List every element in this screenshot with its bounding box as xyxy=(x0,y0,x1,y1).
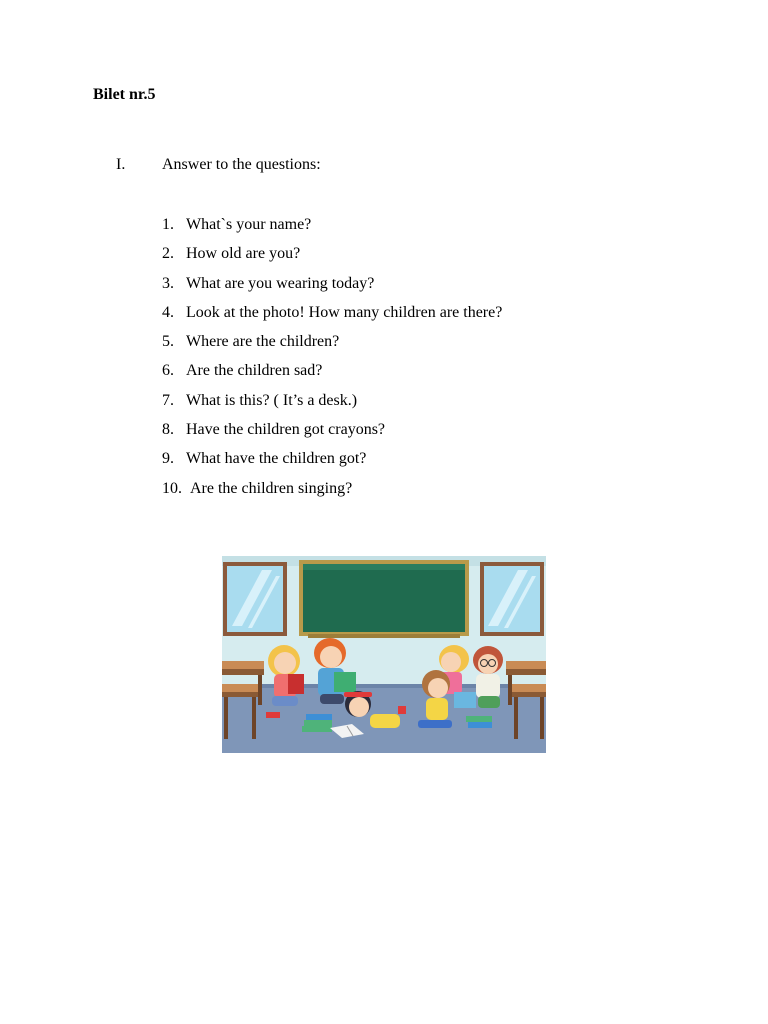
question-text: What is this? ( It’s a desk.) xyxy=(186,391,358,409)
list-item xyxy=(162,244,502,273)
chalkboard xyxy=(299,560,469,638)
question-text: What have the children got? xyxy=(186,450,367,468)
list-item xyxy=(162,420,502,449)
book-stack xyxy=(466,716,492,728)
question-number: 10. xyxy=(162,479,182,497)
question-text: How old are you? xyxy=(186,245,301,263)
question-text: What`s your name? xyxy=(186,216,312,233)
question-number: 1. xyxy=(162,216,174,233)
question-text: Are the children sad? xyxy=(186,362,323,380)
list-item xyxy=(162,215,502,244)
question-number: 7. xyxy=(162,391,174,409)
left-window xyxy=(223,562,287,636)
section-numeral: I. xyxy=(116,156,126,173)
question-text: Where are the children? xyxy=(186,333,340,351)
list-item xyxy=(162,332,502,361)
question-number: 5. xyxy=(162,333,174,351)
list-item xyxy=(162,479,502,508)
book-stack xyxy=(302,714,332,732)
question-text: What are you wearing today? xyxy=(186,274,375,292)
question-number: 8. xyxy=(162,421,174,439)
section-heading: Answer to the questions: xyxy=(162,156,321,173)
list-item xyxy=(162,361,502,390)
list-item xyxy=(162,303,502,332)
classroom-illustration xyxy=(222,556,546,753)
question-text: Look at the photo! How many children are there? xyxy=(186,303,503,321)
question-number: 3. xyxy=(162,274,174,292)
question-number: 2. xyxy=(162,245,174,263)
question-number: 9. xyxy=(162,450,174,468)
list-item xyxy=(162,274,502,303)
question-text: Have the children got crayons? xyxy=(186,421,386,439)
question-list xyxy=(162,215,502,508)
question-text: Are the children singing? xyxy=(190,479,353,497)
question-number: 6. xyxy=(162,362,174,380)
right-window xyxy=(480,562,544,636)
list-item xyxy=(162,449,502,478)
list-item xyxy=(162,391,502,420)
question-number: 4. xyxy=(162,303,174,321)
page-title: Bilet nr.5 xyxy=(93,86,156,103)
